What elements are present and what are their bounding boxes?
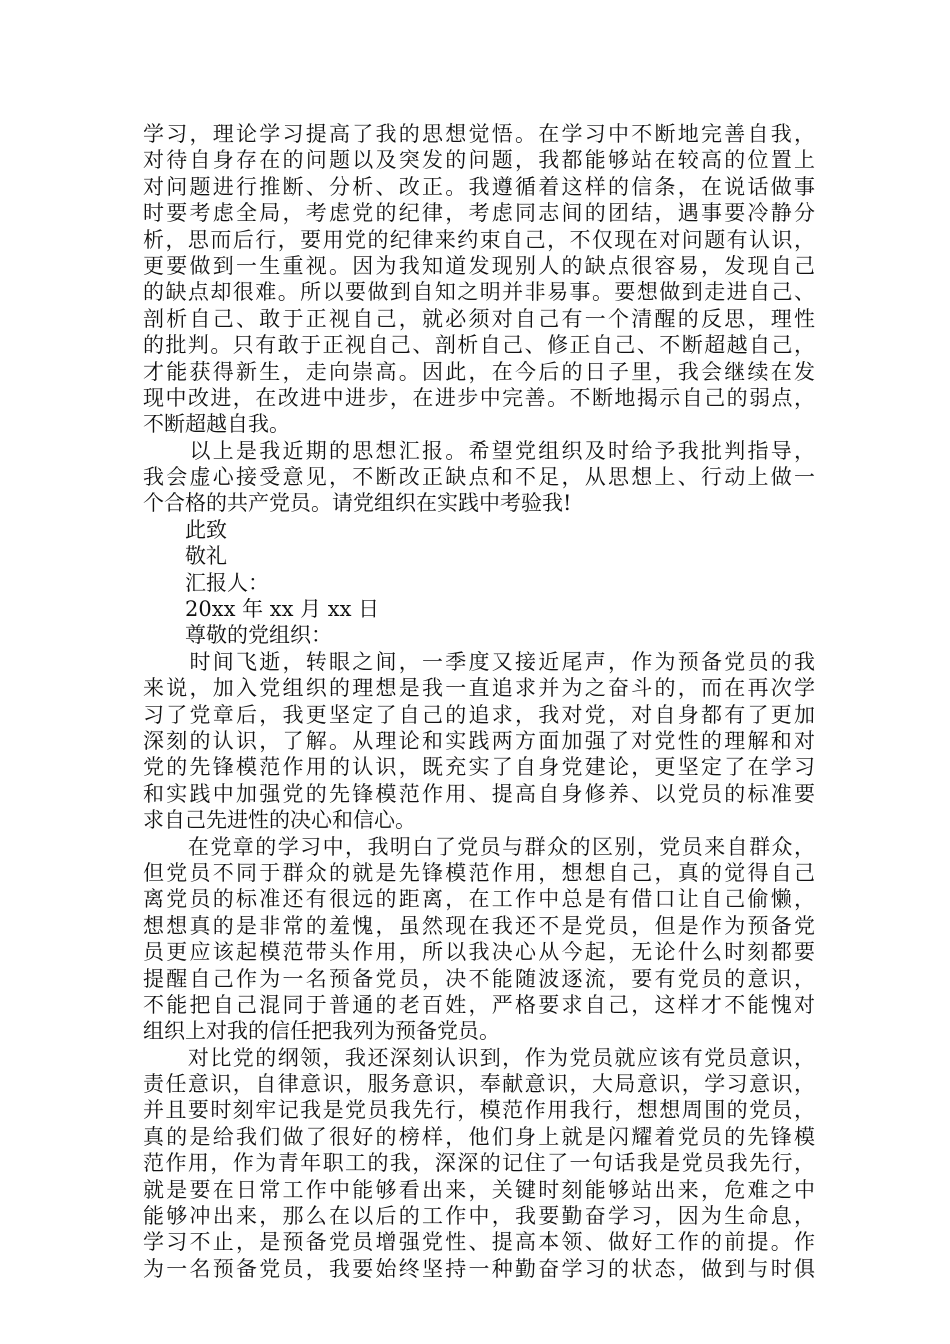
- text-line: 更要做到一生重视。因为我知道发现别人的缺点很容易，发现自己: [143, 253, 815, 278]
- text-line: 并且要时刻牢记我是党员我先行，模范作用我行，想想周围的党员，: [143, 1098, 815, 1123]
- text-line: 在党章的学习中，我明白了党员与群众的区别，党员来自群众，: [143, 834, 815, 859]
- text-line: 学习不止，是预备党员增强党性、提高本领、做好工作的前提。作: [143, 1230, 815, 1255]
- text-line: 员更应该起模范带头作用，所以我决心从今起，无论什么时刻都要: [143, 940, 815, 965]
- text-line: 习了党章后，我更坚定了自己的追求，我对党，对自身都有了更加: [143, 702, 815, 727]
- text-line: 才能获得新生，走向崇高。因此，在今后的日子里，我会继续在发: [143, 359, 815, 384]
- text-line: 不能把自己混同于普通的老百姓，严格要求自己，这样才不能愧对: [143, 992, 815, 1017]
- text-line: 我会虚心接受意见，不断改正缺点和不足，从思想上、行动上做一: [143, 465, 815, 490]
- text-line: 20xx 年 xx 月 xx 日: [143, 597, 380, 622]
- text-line: 但党员不同于群众的就是先锋模范作用，想想自己，真的觉得自己: [143, 860, 815, 885]
- text-line: 深刻的认识，了解。从理论和实践两方面加强了对党性的理解和对: [143, 728, 815, 753]
- text-line: 能够冲出来，那么在以后的工作中，我要勤奋学习，因为生命息，: [143, 1204, 815, 1229]
- text-line: 不断超越自我。: [143, 412, 290, 437]
- text-line: 对问题进行推断、分析、改正。我遵循着这样的信条，在说话做事: [143, 174, 815, 199]
- text-line: 想想真的是非常的羞愧，虽然现在我还不是党员，但是作为预备党: [143, 913, 815, 938]
- text-line: 组织上对我的信任把我列为预备党员。: [143, 1019, 500, 1044]
- text-line: 求自己先进性的决心和信心。: [143, 808, 416, 833]
- text-line: 剖析自己、敢于正视自己，就必须对自己有一个清醒的反思，理性: [143, 306, 815, 331]
- text-line: 党的先锋模范作用的认识，既充实了自身党建论，更坚定了在学习: [143, 755, 815, 780]
- text-line: 对待自身存在的问题以及突发的问题，我都能够站在较高的位置上: [143, 148, 815, 173]
- text-line: 尊敬的党组织：: [143, 623, 332, 648]
- text-line: 的缺点却很难。所以要做到自知之明并非易事。要想做到走进自己、: [143, 280, 815, 305]
- text-line: 真的是给我们做了很好的榜样，他们身上就是闪耀着党员的先锋模: [143, 1124, 815, 1149]
- text-line: 敬礼: [143, 544, 227, 569]
- text-line: 为一名预备党员，我要始终坚持一种勤奋学习的状态，做到与时俱: [143, 1256, 815, 1281]
- text-line: 对比党的纲领，我还深刻认识到，作为党员就应该有党员意识，: [143, 1045, 815, 1070]
- text-line: 此致: [143, 517, 227, 542]
- text-line: 离党员的标准还有很远的距离，在工作中总是有借口让自己偷懒，: [143, 887, 815, 912]
- text-line: 来说，加入党组织的理想是我一直追求并为之奋斗的，而在再次学: [143, 676, 815, 701]
- text-line: 以上是我近期的思想汇报。希望党组织及时给予我批判指导，: [143, 438, 815, 463]
- text-line: 学习，理论学习提高了我的思想觉悟。在学习中不断地完善自我，: [143, 122, 815, 146]
- text-line: 时要考虑全局，考虑党的纪律，考虑同志间的团结，遇事要冷静分: [143, 201, 815, 226]
- text-line: 责任意识，自律意识，服务意识，奉献意识，大局意识，学习意识，: [143, 1072, 815, 1097]
- text-line: 就是要在日常工作中能够看出来，关键时刻能够站出来，危难之中: [143, 1177, 815, 1202]
- text-line: 时间飞逝，转眼之间，一季度又接近尾声，作为预备党员的我: [143, 649, 815, 674]
- text-line: 范作用，作为青年职工的我，深深的记住了一句话我是党员我先行，: [143, 1151, 815, 1176]
- text-line: 析，思而后行，要用党的纪律来约束自己，不仅现在对问题有认识，: [143, 227, 815, 252]
- text-line: 提醒自己作为一名预备党员，决不能随波逐流，要有党员的意识，: [143, 966, 815, 991]
- text-line: 汇报人：: [143, 570, 269, 595]
- text-line: 现中改进，在改进中进步，在进步中完善。不断地揭示自己的弱点，: [143, 385, 815, 410]
- document-body: [143, 121, 815, 1282]
- text-line: 的批判。只有敢于正视自己、剖析自己、修正自己、不断超越自己，: [143, 333, 815, 358]
- text-line: 和实践中加强党的先锋模范作用、提高自身修养、以党员的标准要: [143, 781, 815, 806]
- text-line: 个合格的共产党员。请党组织在实践中考验我!: [143, 491, 572, 516]
